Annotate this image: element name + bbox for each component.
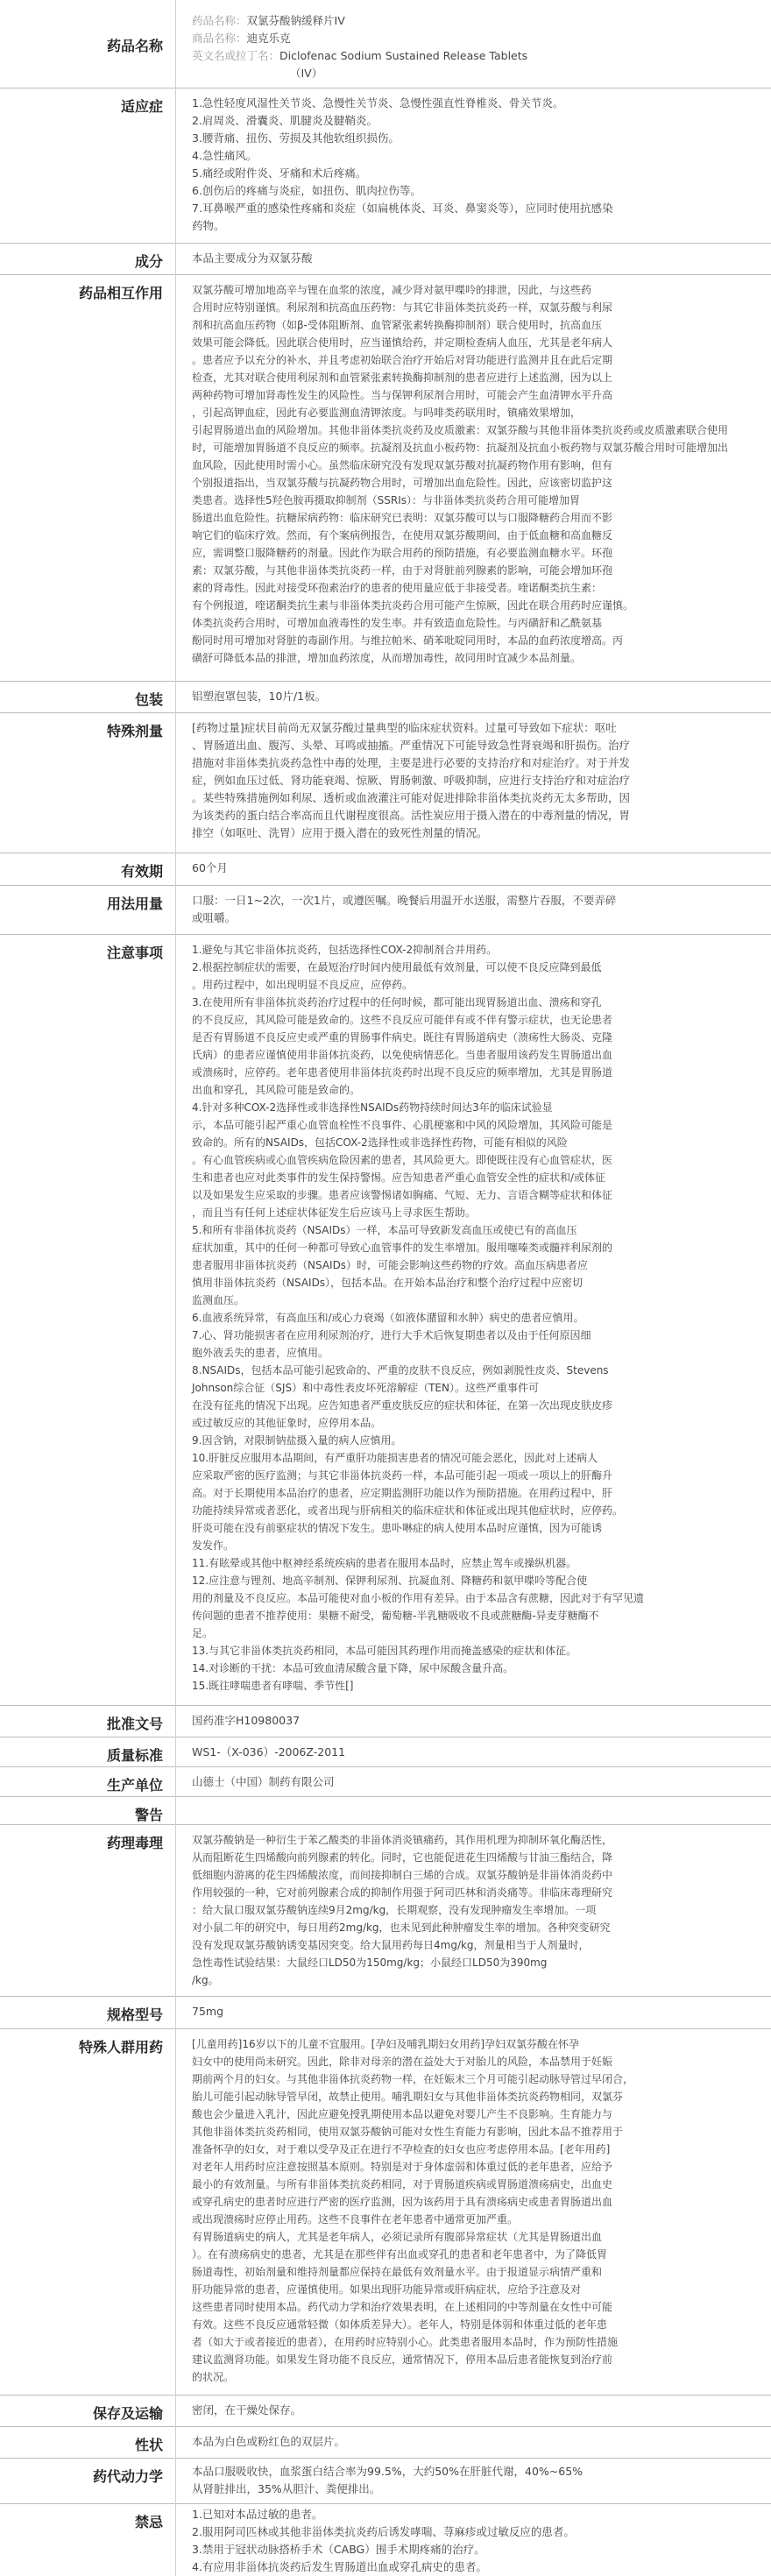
label-storage: 保存及运输 [92,2405,163,2422]
text-line: 期前两个月的妇女。与其他非甾体抗炎药物一样，在妊娠末三个月可能引起动脉导管过早闭合， [192,2073,634,2085]
text-line: Johnson综合征（SJS）和中毒性表皮坏死溶解症（TEN）。这些严重事件可 [192,1382,539,1394]
text-line: 在没有征兆的情况下出现。应告知患者严重皮肤反应的症状和体征，在第一次出现皮肤皮疹 [192,1399,613,1412]
special-dosage-content [192,719,762,842]
text-line: 剂和抗高血压药物（如β-受体阻断剂、血管紧张素转换酶抑制剂）联合使用时，抗高血压 [192,319,602,331]
row-drug-name [0,0,771,88]
english-name-line-2: （IV） [290,67,323,80]
text-line: 响它们的临床疗效。然而，有个案病例报告，在使用双氯芬酸期间，由于低血糖和高血糖反 [192,529,613,541]
text-line: 6.创伤后的疼痛与炎症，如扭伤、肌肉拉伤等。 [192,184,421,197]
text-line: 功能持续异常或者恶化，或者出现与肝病相关的临床症状和体征或出现其他症状时，应停药。 [192,1504,624,1517]
generic-name-line: 药品名称：双氯芬酸钠缓释片IV [192,14,345,27]
text-line: 有效。这些不良反应通常轻微（如体质差异大）。老年人，特别是体弱和体重过低的老年患 [192,2318,608,2331]
text-line: 8.NSAIDs，包括本品可能引起致命的、严重的皮肤不良反应，例如剥脱性皮炎、Stevens [192,1364,609,1376]
text-line: 2.肩周炎、滑囊炎、肌腱炎及腱鞘炎。 [192,114,378,127]
pharmacokinetics-content [192,2463,762,2498]
text-line: 准备怀孕的妇女，对于难以受孕及正在进行不孕检查的妇女也应考虑停用本品。[老年用药] [192,2143,611,2155]
text-line: 生和患者也应对此类事件的发生保持警惕。应告知患者严重心血管安全性的症状和/或体征 [192,1171,606,1184]
text-line: 。某些特殊措施例如利尿、透析或血液灌注可能对促进排除非甾体类抗炎药无太多帮助，因 [192,791,631,804]
text-line: 最小的有效剂量。与所有非甾体类抗炎药相同，对于胃肠道疾病或胃肠道溃疡病史，出血史 [192,2178,613,2190]
label-warning: 警告 [134,1807,163,1823]
text-line: 。用药过程中，如出现明显不良反应，应停药。 [192,979,414,991]
text-line: 双氯芬酸钠是一种衍生于苯乙酸类的非甾体消炎镇痛药，其作用机理为抑制环氧化酶活性， [192,1834,613,1846]
row-indications [0,88,771,244]
text-line: ：给大鼠口服双氯芬酸钠连续9月2mg/kg，长期观察，没有发现肿瘤发生率增加。一项 [192,1904,597,1916]
text-line: 密闭，在干燥处保存。 [192,2403,302,2417]
precautions-content [192,941,762,1695]
text-line: 体类抗炎药合用时，可增加血液毒性的发生率。并有致造血危险性。与丙磺舒和乙酰氨基 [192,617,603,629]
text-line: 足。 [192,1627,214,1639]
row-quality-standard [0,1737,771,1767]
text-line: 措施对非甾体类抗炎药急性中毒的处理，主要是进行必要的支持治疗和对症治疗。对于并发 [192,756,631,769]
ingredients-content [192,250,762,267]
label-spec: 规格型号 [106,2006,163,2023]
text-line: 2.根据控制症状的需要，在最短治疗时间内使用最低有效剂量，可以使不良反应降到最低 [192,961,602,973]
text-line: 者（如大于或者接近的患者），在用药时应特别小心。此类患者服用本品时，作为预防性措施 [192,2336,619,2348]
row-interactions [0,275,771,682]
label-contraindications: 禁忌 [134,2514,163,2530]
manufacturer-content [192,1773,762,1791]
row-special-dosage [0,713,771,853]
label-manufacturer: 生产单位 [106,1777,163,1794]
row-package [0,682,771,713]
text-line: 血风险，因此使用时需小心。虽然临床研究没有发现双氯芬酸对抗凝药物作用有影响，但有 [192,459,613,471]
text-line: 磺舒可降低本品的排泄，增加血药浓度，从而增加毒性，故同用时宜减少本品剂量。 [192,652,582,664]
text-line: 本品口服吸收快，血浆蛋白结合率为99.5%，大约50%在肝脏代谢，40%~65% [192,2465,584,2478]
row-usage [0,886,771,935]
text-line: 1.避免与其它非甾体抗炎药，包括选择性COX-2抑制剂合并用药。 [192,944,498,956]
label-approval: 批准文号 [106,1716,163,1732]
text-line: 应采取严密的医疗监测；与其它非甾体抗炎药一样，本品可能引起一项或一项以上的肝酶升 [192,1469,613,1482]
text-line: 13.与其它非甾体类抗炎药相同，本品可能因其药理作用而掩盖感染的症状和体征。 [192,1645,577,1657]
text-line: 酚同时用可增加对肾脏的毒副作用。与维拉帕米、硝苯吡啶同用时，本品的血药浓度增高。丙 [192,634,624,647]
text-line: 7.耳鼻喉严重的感染性疼痛和炎症（如扁桃体炎、耳炎、鼻窦炎等），应同时使用抗感染 [192,202,613,215]
label-usage: 用法用量 [106,895,163,912]
label-drug-name: 药品名称 [106,38,163,54]
special-population-content [192,2035,762,2386]
text-line: 症状加重，其中的任何一种都可导致心血管事件的发生率增加。服用噻嗪类或髓袢利尿剂的 [192,1242,613,1254]
validity-content [192,860,762,877]
spec-content [192,2003,762,2020]
pharmacology-content [192,1831,762,1989]
text-line: 这些患者同时使用本品。药代动力学和治疗效果表明，在上述相同的中等剂量在女性中可能 [192,2301,613,2313]
text-line: 11.有眩晕或其他中枢神经系统疾病的患者在服用本品时，应禁止驾车或操纵机器。 [192,1557,577,1569]
text-line: 出血和穿孔，其风险可能是致命的。 [192,1084,361,1096]
text-line: 从而阻断花生四烯酸向前列腺素的转化。同时，它也能促进花生四烯酸与甘油三酯结合，降 [192,1851,613,1864]
text-line: 75mg [192,2005,224,2018]
text-line: 肠道毒性，初始剂量和维持剂量都应保持在最低有效剂量水平。由于报道显示病情严重和 [192,2266,603,2278]
row-manufacturer [0,1767,771,1797]
label-pharmacokinetics: 药代动力学 [92,2468,163,2485]
text-line: 4.有应用非甾体抗炎药后发生胃肠道出血或穿孔病史的患者。 [192,2560,487,2573]
text-line: [药物过量]症状目前尚无双氯芬酸过量典型的临床症状资料。过量可导致如下症状：呕吐 [192,721,617,734]
text-line: 发发作。 [192,1539,235,1552]
text-line: 14.对诊断的干扰：本品可致血清尿酸含量下降，尿中尿酸含量升高。 [192,1662,514,1674]
text-line: 3.腰背痛、扭伤、劳损及其他软组织损伤。 [192,131,400,145]
text-line: 致命的。所有的NSAIDs，包括COX-2选择性或非选择性药物，可能有相似的风险 [192,1136,568,1149]
text-line: 胞外液丢失的患者，应慎用。 [192,1347,329,1359]
text-line: 症，例如血压过低、肾功能衰竭、惊厥、胃肠刺激、呼吸抑制，应进行支持治疗和对症治疗 [192,774,631,787]
text-line: 没有发现双氯芬酸钠诱变基因突变。给大鼠用药每日4mg/kg，剂量相当于人剂量时， [192,1939,590,1951]
text-line: 10.肝脏反应服用本品期间，有严重肝功能损害患者的情况可能会恶化，因此对上述病人 [192,1452,598,1464]
text-line: 用的剂量及不良反应。本品可能使对血小板的作用有差异。由于本品含有蔗糖，因此对于有罕见遗 [192,1592,645,1604]
text-line: 15.既往哮喘患者有哮喘、季节性[] [192,1680,354,1692]
text-line: 口服：一日1~2次，一次1片，或遵医嘱。晚餐后用温开水送服，需整片吞服，不要弄碎 [192,894,617,907]
text-line: 素的肾毒性。因此对接受环孢素治疗的患者的使用量应低于非接受者。喹诺酮类抗生素： [192,582,603,594]
package-content [192,688,762,705]
text-line: 2.服用阿司匹林或其他非甾体类抗炎药后诱发哮喘、荨麻疹或过敏反应的患者。 [192,2525,575,2538]
interactions-content [192,281,762,667]
text-line: 肝功能异常的患者，应谨慎使用。如果出现肝功能异常或肝病症状，应给予注意及对 [192,2283,582,2296]
text-line: 或穿孔病史的患者时应进行严密的医疗监测，因为该药用于具有溃疡病史或患者胃肠道出血 [192,2196,613,2208]
text-line: 检查，尤其对联合使用利尿剂和血管紧张素转换酶抑制剂的患者应进行上述监测，因为以上 [192,372,613,384]
text-line: 对小鼠二年的研究中，每日用药2mg/kg，也未见到此种肿瘤发生率的增加。各种突变研究 [192,1921,611,1934]
label-indications: 适应症 [120,98,163,115]
row-ingredients [0,244,771,275]
label-package: 包装 [134,691,163,708]
text-line: ，引起高钾血症，因此有必要监测血清钾浓度。与吗啡类药联用时，镇痛效果增加， [192,407,582,419]
text-line: 胎儿可能引起动脉导管早闭，故禁止使用。哺乳期妇女与其他非甾体类抗炎药物相同，双氯芬 [192,2091,624,2103]
text-line: 是否有胃肠道不良反应史或严重的胃肠事件病史。既往有胃肠道病史（溃疡性大肠炎、克隆 [192,1031,613,1044]
text-line: 作用较强的一种，它对前列腺素合成的抑制作用强于阿司匹林和消炎痛等。非临床毒理研究 [192,1886,613,1899]
text-line: 效果可能会降低。因此联合使用时，应当谨慎给药，并定期检查病人血压，尤其是老年病人 [192,336,613,349]
text-line: ）。在有溃疡病史的患者，尤其是在那些伴有出血或穿孔的患者和老年患者中，为了降低胃 [192,2248,608,2261]
text-line: 或溃疡时，应停药。老年患者使用非甾体抗炎药时出现不良反应的频率增加，尤其是胃肠道 [192,1066,613,1079]
row-special-population [0,2029,771,2396]
english-name-line: 英文名或拉丁名：Diclofenac Sodium Sustained Release Tablets [192,49,528,62]
row-storage [0,2396,771,2427]
text-line: 为该类药的蛋白结合率高而且代谢程度很高。活性炭应用于摄入潜在的中毒剂量的情况，胃 [192,809,631,822]
text-line: [儿童用药]16岁以下的儿童不宜服用。[孕妇及哺乳期妇女用药]孕妇双氯芬酸在怀孕 [192,2038,579,2050]
row-properties [0,2427,771,2459]
text-line: 低细胞内游离的花生四烯酸浓度，而间接抑制白三烯的合成。双氯芬酸钠是非甾体消炎药中 [192,1869,613,1881]
text-line: 4.急性痛风。 [192,149,258,162]
text-line: 从肾脏排出，35%从胆汁、粪便排出。 [192,2482,381,2495]
row-precautions [0,935,771,1706]
usage-content [192,892,762,927]
text-line: 铝塑泡罩包装，10片/1板。 [192,690,327,703]
row-contraindications [0,2504,771,2576]
row-approval [0,1706,771,1737]
text-line: 或过敏反应的其他征象时，应停用本品。 [192,1417,382,1429]
text-line: ，而且当有任何上述症状体征发生后应该马上寻求医生帮助。 [192,1207,477,1219]
text-line: 本品为白色或粉红色的双层片。 [192,2435,346,2448]
trade-name-line: 商品名称：迪克乐克 [192,32,291,45]
text-line: 时，可能增加胃肠道不良反应的频率。抗凝剂及抗血小板药物：抗凝剂及抗血小板药物与双氯芬酸合用时可能增加出 [192,442,729,454]
properties-content [192,2433,762,2451]
text-line: 酸也会少量进入乳汁，因此应避免授乳期使用本品以避免对婴儿产生不良影响。生育能力与 [192,2108,613,2120]
text-line: /kg。 [192,1974,219,1986]
text-line: 妇女中的使用尚未研究。因此，除非对母亲的潜在益处大于对胎儿的风险，本品禁用于妊娠 [192,2056,613,2068]
row-pharmacology [0,1825,771,1997]
text-line: 双氯芬酸可增加地高辛与锂在血浆的浓度，减少肾对氨甲喋呤的排泄，因此，与这些药 [192,284,592,296]
text-line: 6.血液系统异常，有高血压和/或心力衰竭（如液体潴留和水肿）病史的患者应慎用。 [192,1312,584,1324]
text-line: WS1-（X-036）-2006Z-2011 [192,1745,346,1759]
text-line: 对老年人用药时应注意按照基本原则。特别是对于身体虚弱和体重过低的老年患者，应给予 [192,2161,613,2173]
text-line: 类患者。选择性5羟色胺再摄取抑制剂（SSRIs）：与非甾体类抗炎药合用可能增加胃 [192,494,581,506]
text-line: 高。对于长期使用本品治疗的患者，应定期监测肝功能以作为预防措施。在用药过程中，肝 [192,1487,613,1499]
text-line: 其他非甾体类抗炎药相同，使用双氯芬酸钠可能对女性生育能力有影响，因此本品不推荐用于 [192,2126,624,2138]
text-line: 两种药物可增加肾毒性发生的风险性。当与保钾利尿剂合用时，可能会产生血清钾水平升高 [192,389,613,401]
label-interactions: 药品相互作用 [78,285,163,301]
text-line: 引起胃肠道出血的风险增加。其他非甾体类抗炎药及皮质激素：双氯芬酸与其他非甾体类抗炎药或皮质激素联合使用 [192,424,729,436]
label-precautions: 注意事项 [106,945,163,961]
text-line: 。有心血管疾病或心血管疾病危险因素的患者，其风险更大。即使既往没有心血管症状，医 [192,1154,613,1166]
text-line: 个别报道指出，当双氯芬酸与抗凝药物合用时，可增加出血危险性。因此，应该密切监护这 [192,477,613,489]
label-quality-standard: 质量标准 [106,1747,163,1764]
text-line: 药物。 [192,219,225,232]
text-line: 合用时应特别谨慎。利尿剂和抗高血压药物：与其它非甾体类抗炎药一样，双氯芬酸与利尿 [192,301,613,314]
text-line: 3.禁用于冠状动脉搭桥手术（CABG）围手术期疼痛的治疗。 [192,2543,485,2556]
text-line: 、胃肠道出血、腹泻、头晕、耳鸣或抽搐。严重情况下可能导致急性肾衰竭和肝损伤。治疗 [192,739,631,752]
text-line: 素：双氯芬酸，与其他非甾体类抗炎药一样，由于对肾脏前列腺素的影响，可能会增加环孢 [192,564,613,577]
column-divider [175,0,176,2576]
text-line: 急性毒性试验结果：大鼠经口LD50为150mg/kg；小鼠经口LD50为390mg [192,1957,548,1969]
text-line: 应，需调整口服降糖药的剂量。因此作为联合用药的预防措施，有必要监测血糖水平。环孢 [192,547,613,559]
text-line: 建议监测肾功能。如果发生肾功能不良反应，通常情况下，停用本品后患者能恢复到治疗前 [192,2353,613,2366]
text-line: 有胃肠道病史的病人，尤其是老年病人，必须记录所有腹部异常症状（尤其是胃肠道出血 [192,2231,603,2243]
text-line: 的不良反应，其风险可能是致命的。这些不良反应可能伴有或不伴有警示症状，也无论患者 [192,1014,613,1026]
text-line: 慎用非甾体抗炎药（NSAIDs），包括本品。在开始本品治疗和整个治疗过程中应密切 [192,1277,584,1289]
text-line: 1.已知对本品过敏的患者。 [192,2508,323,2521]
text-line: 4.针对多种COX-2选择性或非选择性NSAIDs药物持续时间达3年的临床试验显 [192,1101,553,1114]
indications-content [192,95,762,235]
text-line: 7.心、肾功能损害者在应用利尿剂治疗，进行大手术后恢复期患者以及由于任何原因细 [192,1329,591,1341]
row-pharmacokinetics [0,2459,771,2504]
text-line: 1.急性轻度风湿性关节炎、急慢性关节炎、急慢性强直性脊椎炎、骨关节炎。 [192,96,564,110]
label-pharmacology: 药理毒理 [106,1835,163,1851]
text-line: 以及如果发生应采取的步骤。患者应该警惕诸如胸痛、气短、无力、言语含糊等症状和体征 [192,1189,613,1201]
label-properties: 性状 [134,2437,163,2453]
text-line: 有个例报道，喹诺酮类抗生素与非甾体类抗炎药合用可能产生惊厥，因此在联合用药时应谨慎。 [192,599,634,612]
text-line: 国药准字H10980037 [192,1714,301,1727]
text-line: 或出现溃疡时应停止用药。这些不良事件在老年患者中通常更加严重。 [192,2213,519,2226]
text-line: 的状况。 [192,2371,235,2383]
text-line: 监测血压。 [192,1294,245,1306]
row-spec [0,1997,771,2029]
text-line: 患者服用非甾体抗炎药（NSAIDs）时，可能会影响这些药物的疗效。高血压病患者应 [192,1259,589,1271]
approval-content [192,1712,762,1730]
text-line: 或咀嚼。 [192,911,237,924]
text-line: 示，本品可能引起严重心血管血栓性不良事件、心肌梗塞和中风的风险增加，其风险可能是 [192,1119,613,1131]
text-line: 3.在使用所有非甾体抗炎药治疗过程中的任何时候，都可能出现胃肠道出血、溃疡和穿孔 [192,996,602,1008]
text-line: 。患者应予以充分的补水，并且考虑初始联合治疗开始后对肾功能进行监测并且在此后定期 [192,354,613,366]
quality-standard-content [192,1744,762,1761]
text-line: 肝炎可能在没有前驱症状的情况下发生。患卟啉症的病人使用本品时应谨慎，因为可能诱 [192,1522,603,1534]
storage-content [192,2402,762,2419]
contraindications-content [192,2506,762,2576]
label-validity: 有效期 [120,863,163,880]
text-line: 本品主要成分为双氯芬酸 [192,251,313,265]
label-ingredients: 成分 [134,253,163,270]
row-warning [0,1797,771,1825]
text-line: 5.痛经或附件炎、牙痛和术后疼痛。 [192,166,367,180]
text-line: 5.和所有非甾体抗炎药（NSAIDs）一样，本品可导致新发高血压或使已有的高血压 [192,1224,577,1236]
text-line: 传问题的患者不推荐使用：果糖不耐受，葡萄糖-半乳糖吸收不良或蔗糖酶-异麦芽糖酶不 [192,1610,599,1622]
label-special-population: 特殊人群用药 [78,2039,163,2056]
text-line: 排空（如呕吐、洗胃）应用于摄入潜在的致死性剂量的情况。 [192,826,488,839]
drug-name-content [192,12,762,82]
text-line: 氏病）的患者应谨慎使用非甾体抗炎药，以免使病情恶化。当患者服用该药发生胃肠道出血 [192,1049,613,1061]
text-line: 肠道出血危险性。抗糖尿病药物：临床研究已表明：双氯芬酸可以与口服降糖药合用而不影 [192,512,613,524]
text-line: 12.应注意与锂剂、地高辛制剂、保钾利尿剂、抗凝血剂、降糖药和氨甲喋呤等配合使 [192,1575,588,1587]
row-validity [0,853,771,886]
text-line: 山德士（中国）制药有限公司 [192,1775,335,1788]
label-special-dosage: 特殊剂量 [106,723,163,740]
text-line: 60个月 [192,861,228,874]
text-line: 9.因含钠，对限制钠盐摄入量的病人应慎用。 [192,1434,402,1447]
